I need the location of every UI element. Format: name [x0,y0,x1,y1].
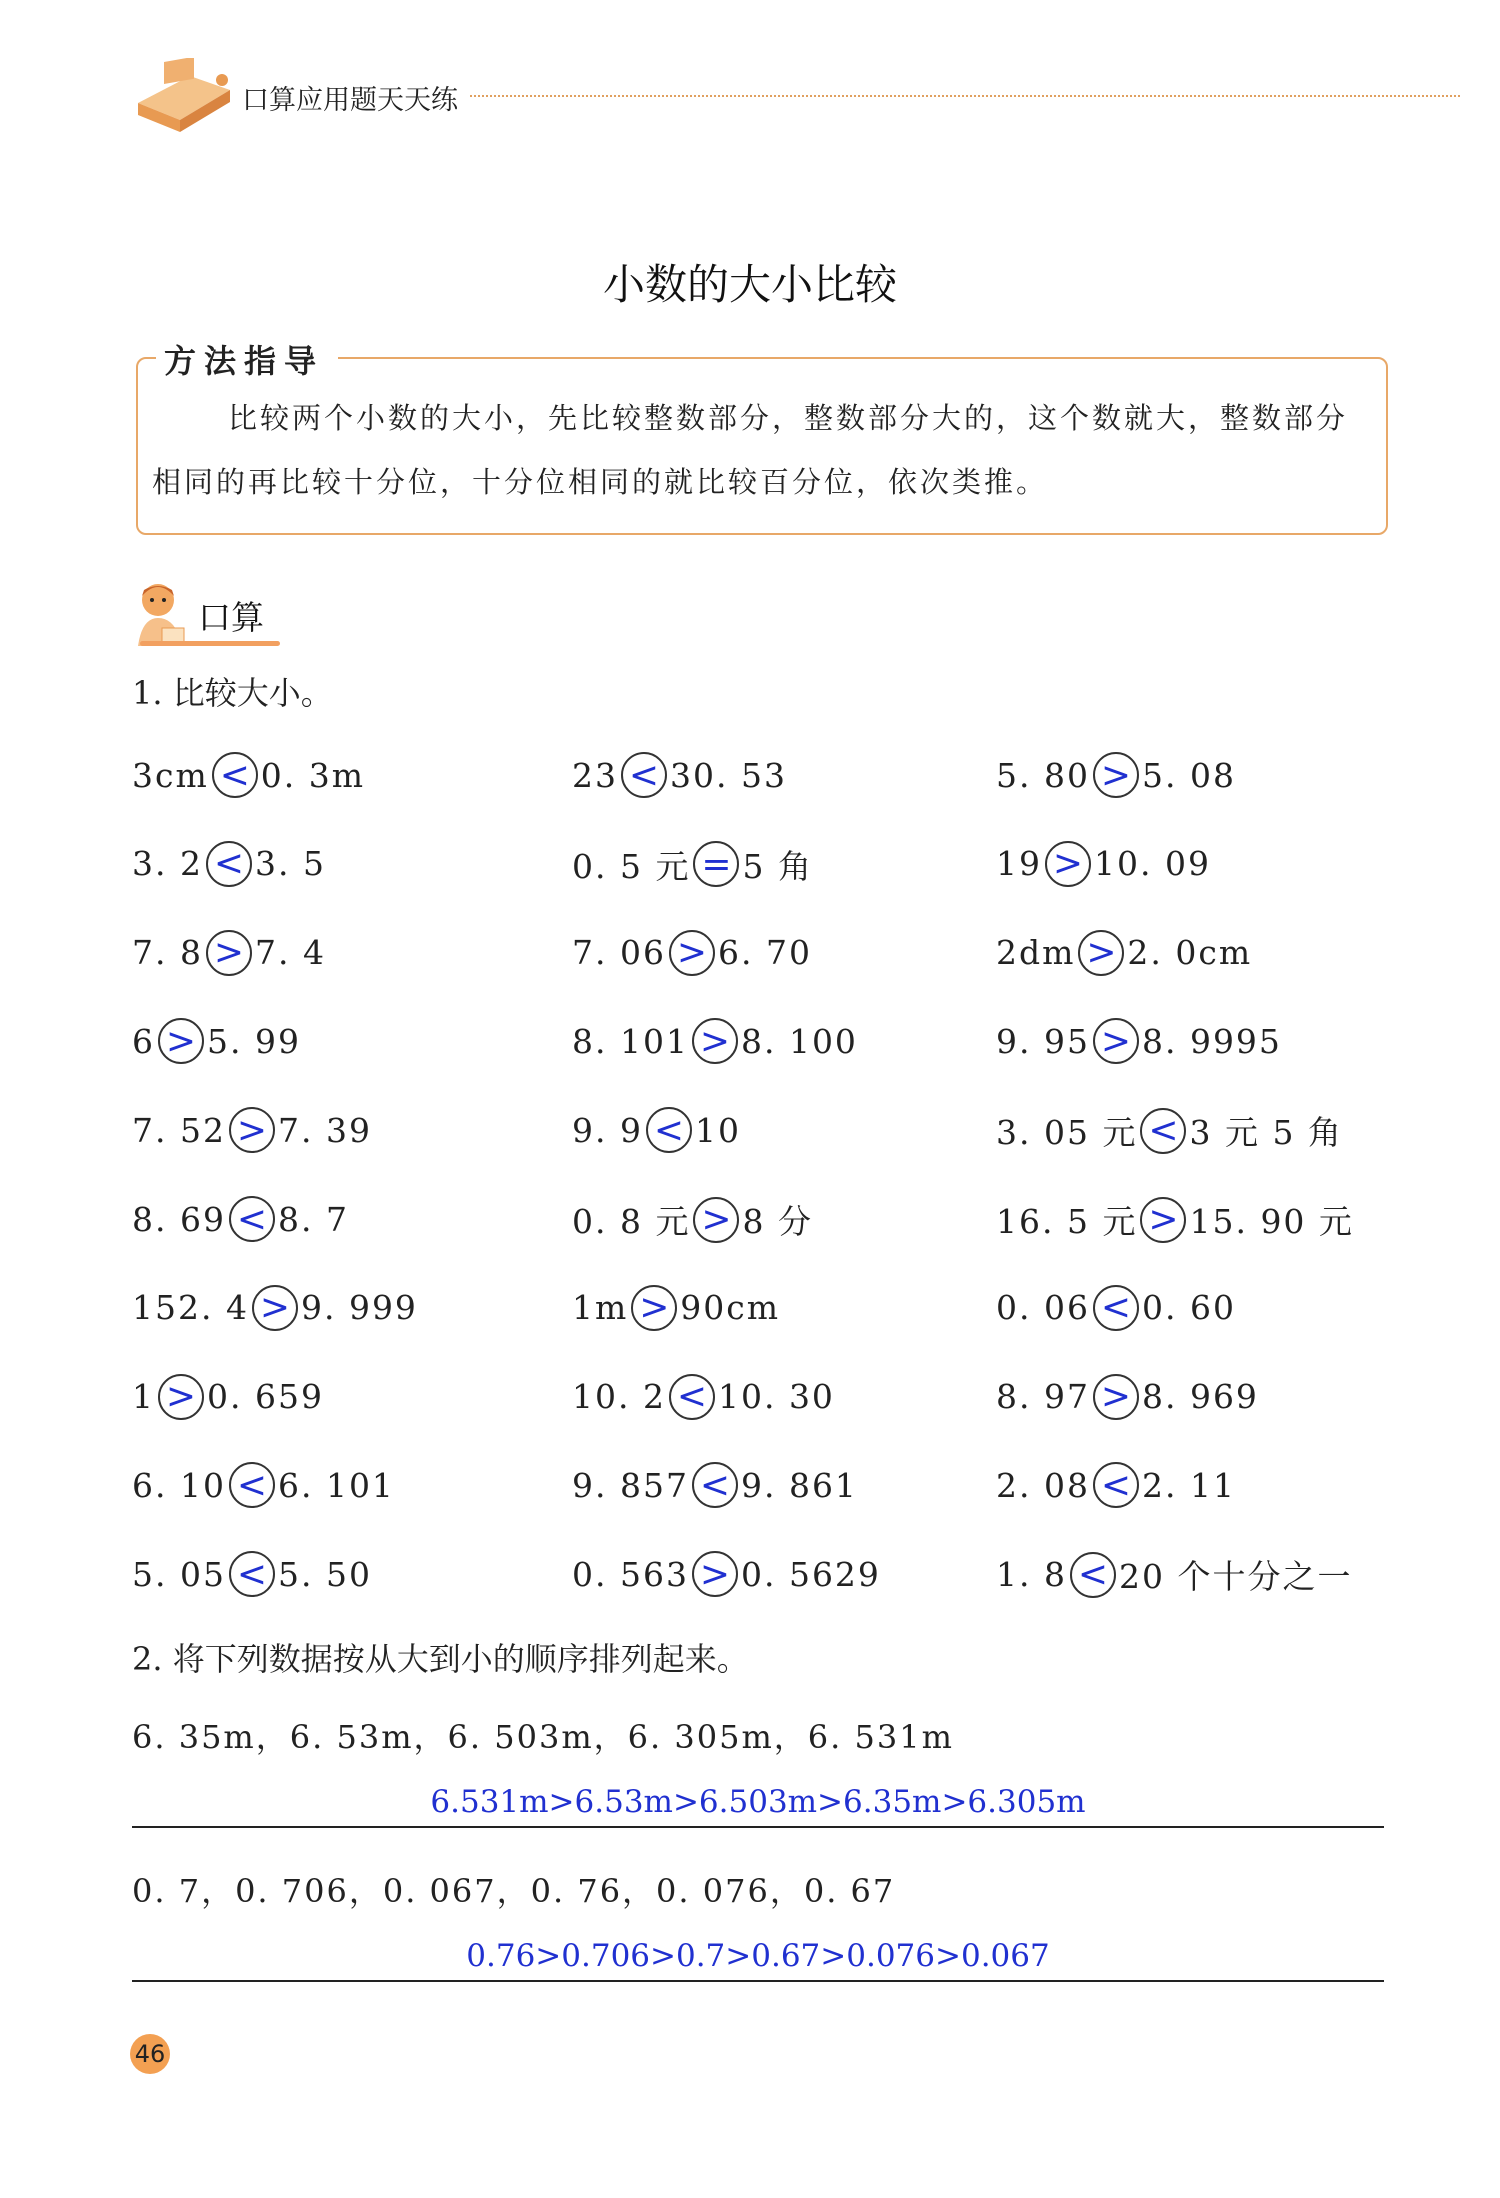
answer-line-1 [132,1826,1384,1828]
comparison-right: 2. 0cm [1127,933,1253,973]
comparison-sign[interactable]: = [693,841,739,887]
group-2-answer: 0.76>0.706>0.7>0.67>0.076>0.067 [466,1938,1050,1974]
comparison-sign[interactable]: < [1070,1552,1116,1598]
comparison-left: 3. 05 元 [996,1113,1138,1153]
comparison-right: 20 个十分之一 [1118,1557,1353,1597]
comparison-sign[interactable]: < [1093,1462,1139,1508]
comparison-left: 9. 9 [572,1110,643,1150]
comparison-right: 0. 659 [207,1377,324,1417]
comparison-right: 6. 101 [277,1465,395,1505]
question-2-title: 2. 将下列数据按从大到小的顺序排列起来。 [132,1640,749,1678]
comparison-sign[interactable]: > [692,1018,738,1064]
comparison-left: 3cm [132,755,209,795]
header-divider [470,95,1460,97]
comparison-item [572,1551,881,1597]
comparison-sign[interactable]: > [631,1285,677,1331]
comparison-item [132,930,326,976]
comparison-right: 90cm [680,1288,781,1328]
comparison-item [572,1107,741,1153]
comparison-left: 152. 4 [132,1288,249,1328]
comparison-item [132,1551,372,1597]
comparison-item [572,1196,813,1243]
comparison-right: 8. 969 [1141,1377,1259,1417]
comparison-sign[interactable]: < [229,1196,275,1242]
comparison-right: 8. 7 [277,1199,349,1239]
group-2-numbers: 0. 7，0. 706，0. 067，0. 76，0. 076，0. 67 [132,1872,896,1910]
comparison-item [996,1018,1282,1064]
comparison-left: 6 [132,1021,155,1061]
comparison-left: 0. 06 [996,1288,1090,1328]
comparison-item [572,1462,858,1508]
comparison-item [132,1018,301,1064]
comparison-right: 5. 50 [277,1554,372,1594]
comparison-left: 2. 08 [996,1465,1090,1505]
comparison-left: 9. 857 [572,1465,689,1505]
comparison-sign[interactable]: < [646,1107,692,1153]
comparison-sign[interactable]: > [1093,752,1139,798]
answer-line-2 [132,1980,1384,1982]
comparison-item [132,1107,372,1153]
comparison-item [572,1285,780,1331]
comparison-right: 10. 30 [717,1377,835,1417]
comparison-sign[interactable]: > [1078,930,1124,976]
comparison-sign[interactable]: < [669,1374,715,1420]
comparison-right: 2. 11 [1141,1465,1236,1505]
comparison-left: 0. 5 元 [572,846,691,886]
comparison-item [572,1374,835,1420]
comparison-left: 8. 101 [572,1021,689,1061]
comparison-left: 9. 95 [996,1021,1090,1061]
header-title: 口算应用题天天练 [242,85,458,116]
method-guide-text: 比较两个小数的大小，先比较整数部分，整数部分大的，这个数就大，整数部分相同的再比较十分位，十分位相同的就比较百分位，依次类推。 [152,401,1349,499]
comparison-sign[interactable]: > [206,930,252,976]
comparison-right: 0. 60 [1141,1288,1236,1328]
page-title: 小数的大小比较 [602,260,897,309]
comparison-sign[interactable]: < [1140,1108,1186,1154]
section-underline [140,641,280,646]
section-label-kousuan: 口算 [198,598,264,637]
comparison-left: 3. 2 [132,844,203,884]
comparison-right: 9. 999 [300,1288,418,1328]
comparison-item [996,752,1236,798]
comparison-sign[interactable]: > [229,1107,275,1153]
comparison-right: 10. 09 [1094,844,1211,884]
comparison-right: 7. 39 [277,1110,372,1150]
comparison-left: 1 [132,1377,155,1417]
comparison-sign[interactable]: > [693,1197,739,1243]
comparison-left: 8. 69 [132,1199,226,1239]
comparison-sign[interactable]: > [158,1018,204,1064]
comparison-right: 3. 5 [254,844,326,884]
comparison-sign[interactable]: > [1093,1018,1139,1064]
comparison-left: 6. 10 [132,1465,226,1505]
comparison-sign[interactable]: > [1140,1197,1186,1243]
comparison-item [996,1551,1352,1598]
comparison-sign[interactable]: < [621,752,667,798]
comparison-item [996,1196,1354,1243]
comparison-right: 10 [694,1110,741,1150]
comparison-item [572,930,812,976]
comparison-right: 8. 100 [740,1021,858,1061]
comparison-sign[interactable]: < [692,1462,738,1508]
comparison-left: 1m [572,1288,629,1328]
method-guide-label: 方法指导 [156,336,338,382]
comparison-sign[interactable]: < [206,841,252,887]
comparison-item [996,1285,1236,1331]
comparison-right: 15. 90 元 [1189,1202,1354,1241]
comparison-item [132,1196,349,1242]
comparison-left: 5. 05 [132,1554,226,1594]
comparison-right: 5. 99 [207,1021,301,1061]
question-1-title: 1. 比较大小。 [132,674,333,712]
comparison-left: 7. 06 [572,933,666,973]
comparison-right: 9. 861 [740,1465,858,1505]
comparison-sign[interactable]: < [229,1551,275,1597]
comparison-sign[interactable]: > [1045,841,1091,887]
comparison-item [996,930,1252,976]
comparison-item [996,841,1211,887]
comparison-item [132,841,326,887]
comparison-sign[interactable]: > [158,1374,204,1420]
comparison-left: 7. 8 [132,933,203,973]
comparison-left: 10. 2 [572,1377,666,1417]
comparison-left: 5. 80 [996,755,1090,795]
comparison-right: 8 分 [742,1202,813,1241]
comparison-item [572,752,787,798]
comparison-right: 5 角 [742,846,813,886]
comparison-item [572,1018,858,1064]
comparison-left: 23 [572,755,618,795]
comparison-sign[interactable]: > [1093,1374,1139,1420]
group-1-answer: 6.531m>6.53m>6.503m>6.35m>6.305m [430,1784,1086,1820]
comparison-item [996,1374,1259,1420]
comparison-left: 2dm [996,933,1076,973]
comparison-sign[interactable]: < [229,1462,275,1508]
comparison-left: 16. 5 元 [996,1202,1138,1241]
comparison-left: 8. 97 [996,1377,1090,1417]
comparison-item [996,1462,1236,1508]
comparison-item [132,1462,395,1508]
comparison-right: 0. 3m [260,755,366,795]
comparison-sign[interactable]: < [212,752,258,798]
comparison-item [996,1107,1343,1154]
comparison-left: 0. 8 元 [572,1202,691,1241]
comparison-right: 8. 9995 [1141,1021,1282,1061]
comparison-right: 30. 53 [670,755,787,795]
comparison-item [132,1285,418,1331]
comparison-item [572,841,813,888]
book-stack-logo [130,58,240,138]
comparison-right: 7. 4 [254,933,326,973]
group-1-numbers: 6. 35m，6. 53m，6. 503m，6. 305m，6. 531m [132,1718,954,1756]
comparison-item [132,752,365,798]
comparison-right: 5. 08 [1141,755,1236,795]
child-reading-icon [132,578,188,648]
comparison-right: 0. 5629 [740,1554,881,1594]
comparison-left: 19 [996,844,1042,884]
comparison-right: 3 元 5 角 [1189,1113,1343,1153]
comparison-left: 0. 563 [572,1554,689,1594]
comparison-sign[interactable]: < [1093,1285,1139,1331]
comparison-left: 7. 52 [132,1110,226,1150]
comparison-item [132,1374,324,1420]
page-number: 46 [130,2034,170,2074]
comparison-sign[interactable]: > [669,930,715,976]
comparison-sign[interactable]: > [692,1551,738,1597]
comparison-sign[interactable]: > [252,1285,298,1331]
comparison-right: 6. 70 [717,933,812,973]
comparison-left: 1. 8 [996,1555,1067,1595]
page-header [130,58,1460,138]
